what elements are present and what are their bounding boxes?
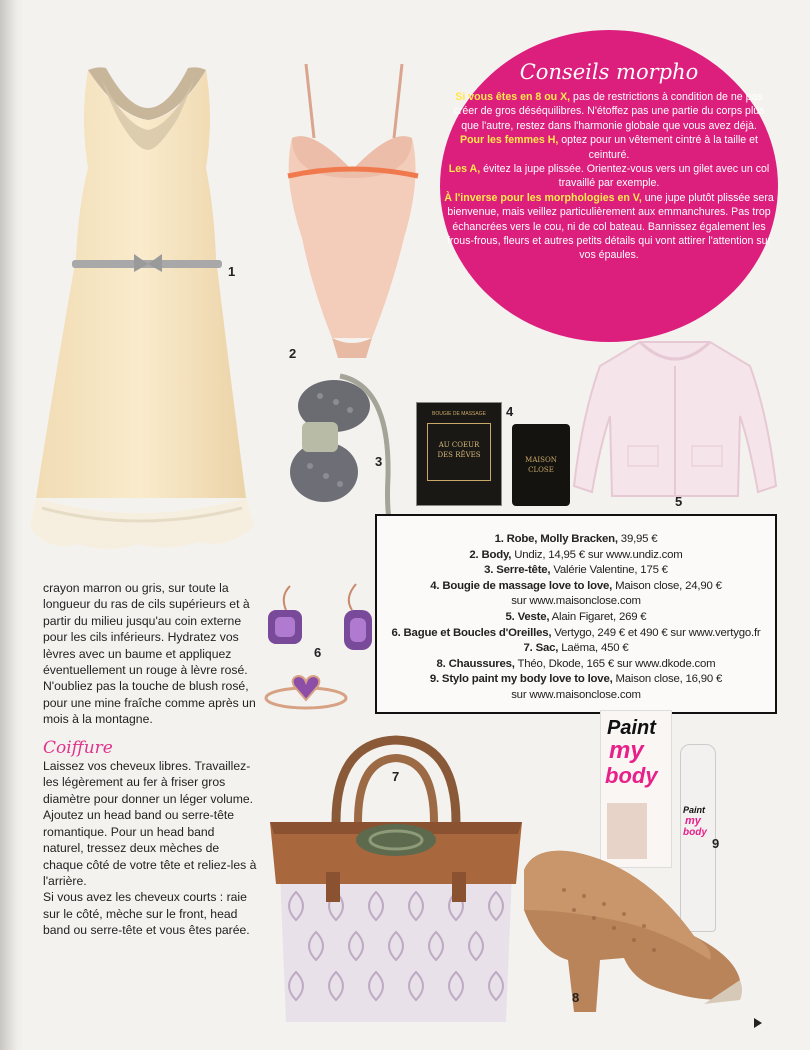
pen-bottle-label-2: my: [685, 815, 701, 827]
candle-box: [416, 402, 502, 506]
item-number-7: 7: [392, 769, 400, 784]
conseils-p4: une jupe plutôt plissée sera bienvenue, mais veillez particulièrement aux emmanchures. Pas trop échancrées vers le cou, ni de col bateau. Bannissez également les frous-frous, fleurs et autres petits détails qui vont attirer l'attention sur vos épaules.: [446, 191, 774, 262]
pen-box-title-1: Paint: [607, 717, 656, 739]
price-line: 6. Bague et Boucles d'Oreilles, Vertygo, 249 € et 490 € sur www.vertygo.fr: [391, 626, 761, 639]
price-line: 3. Serre-tête, Valérie Valentine, 175 €: [484, 564, 668, 577]
pen-bottle-label-1: Paint: [683, 805, 706, 815]
headband-image: [280, 366, 400, 536]
item-number-5: 5: [675, 494, 683, 509]
item-number-4: 4: [506, 404, 514, 419]
price-line: 5. Veste, Alain Figaret, 269 €: [505, 610, 647, 623]
conseils-p3: évitez la jupe plissée. Orientez-vous vers un gilet avec un col travaillé par exemple.: [480, 163, 770, 190]
price-line: 7. Sac, Laëma, 450 €: [523, 642, 629, 655]
price-line: sur www.maisonclose.com: [511, 595, 641, 608]
candle-brand-1: MAISON: [525, 456, 557, 464]
conseils-title: Conseils morpho: [519, 60, 699, 84]
candle-jar: [512, 424, 570, 506]
price-line: 9. Stylo paint my body love to love, Maison close, 16,90 €: [429, 673, 723, 686]
pen-box-title-3: body: [605, 763, 658, 788]
candle-box-label-top: BOUGIE DE MASSAGE: [432, 411, 486, 417]
price-line: 8. Chaussures, Théo, Dkode, 165 € sur www.dkode.com: [436, 657, 716, 670]
candle-box-title-1: AU COEUR: [438, 441, 480, 449]
handbag-image: [266, 722, 526, 1028]
candle-brand-2: CLOSE: [528, 466, 554, 474]
conseils-p4-bold: À l'inverse pour les morphologies en V,: [444, 191, 642, 204]
jacket-image: [570, 336, 780, 508]
price-line: sur www.maisonclose.com: [511, 688, 641, 701]
price-line: 2. Body, Undiz, 14,95 € sur www.undiz.com: [469, 548, 683, 561]
bodysuit-image: [262, 58, 442, 358]
conseils-p1: pas de restrictions à condition de ne pas créer de gros déséquilibres. N'étoffez pas une partie du corps plus que l'autre, restez dans l'harmonie globale que vous avez déjà.: [453, 91, 765, 132]
conseils-p2-bold: Pour les femmes H,: [460, 134, 559, 147]
item-number-3: 3: [375, 454, 383, 469]
price-line: 4. Bougie de massage love to love, Maison close, 24,90 €: [430, 579, 722, 592]
article-paragraph-1: crayon marron ou gris, sur toute la longueur du ras de cils supérieurs et à partir du milieu jusqu'au coin externe pour les cils inférieurs. Hydratez vos lèvres avec un baume et appliquez éventuellement un rouge à lèvre rosé. N'oubliez pas la touche de blush rosé, pour une mine fraîche comme après un mois à la montagne.: [43, 581, 256, 727]
item-number-2: 2: [289, 346, 297, 361]
item-number-1: 1: [228, 264, 236, 279]
conseils-content: [444, 60, 774, 263]
item-number-9: 9: [712, 836, 720, 851]
conseils-p1-bold: Si vous êtes en 8 ou X,: [455, 91, 571, 103]
dress-image: [28, 58, 268, 558]
conseils-text: [444, 90, 774, 263]
item-number-8: 8: [572, 990, 580, 1005]
pen-bottle-label-3: body: [683, 827, 707, 838]
article-paragraph-2: Laissez vos cheveux libres. Travaillez-les légèrement au fer à friser gros diamètre pour donner un léger volume. Ajoutez un head band ou serre-tête romantique. Pour un head band naturel, tressez deux mèches de chaque côté de votre tête et reliez-les à l'arrière.: [43, 759, 257, 888]
pen-box-title-2: my: [609, 737, 644, 764]
section-heading-coiffure: Coiffure: [43, 737, 113, 758]
item-number-6: 6: [314, 645, 322, 660]
shoe-image: [504, 840, 754, 1016]
conseils-p3-bold: Les A,: [448, 163, 481, 176]
price-list: [377, 532, 775, 704]
next-page-arrow-icon: [754, 1018, 762, 1028]
article-paragraph-3: Si vous avez les cheveux courts : raie sur le côté, mèche sur le front, head band ou serre-tête et vous êtes parée.: [43, 890, 250, 938]
price-line: 1. Robe, Molly Bracken, 39,95 €: [494, 533, 658, 545]
price-list-box: [375, 514, 777, 714]
candle-box-title-2: DES RÊVES: [437, 451, 481, 459]
conseils-p2: optez pour un vêtement cintré à la taille et ceinturé.: [558, 134, 758, 161]
article-column: [43, 580, 258, 939]
page-spine: [0, 0, 24, 1050]
